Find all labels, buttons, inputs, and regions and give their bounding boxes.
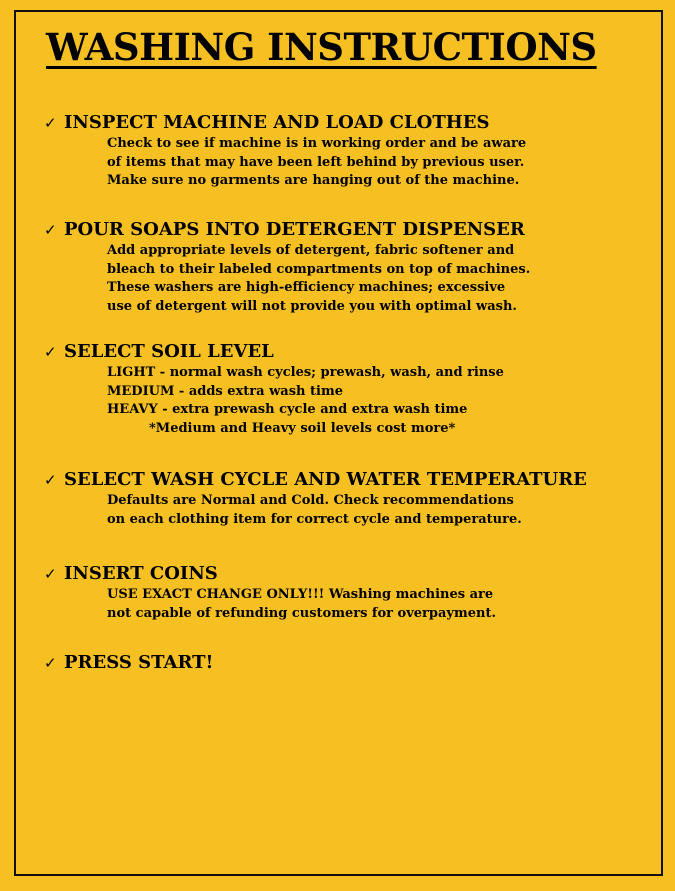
checkmark-icon: ✓ xyxy=(44,654,57,672)
step-heading xyxy=(44,340,644,364)
page-title: WASHING INSTRUCTIONS xyxy=(46,25,597,69)
soil-cost-note: *Medium and Heavy soil levels cost more* xyxy=(149,420,456,436)
checkmark-icon: ✓ xyxy=(44,114,57,132)
step-line: MEDIUM - adds extra wash time xyxy=(107,383,343,399)
step-body xyxy=(107,492,644,529)
step-heading xyxy=(44,218,644,242)
step-body xyxy=(107,242,644,316)
step-line: Check to see if machine is in working order and be aware xyxy=(107,136,527,151)
step-heading-text: PRESS START! xyxy=(64,652,214,673)
checkmark-icon: ✓ xyxy=(44,565,57,583)
step-line: These washers are high-efficiency machines; excessive xyxy=(107,280,506,295)
step-line: use of detergent will not provide you with optimal wash. xyxy=(107,298,517,314)
step-heading xyxy=(44,562,644,586)
step-select-wash-cycle xyxy=(44,468,644,529)
step-line: bleach to their labeled compartments on top of machines. xyxy=(107,261,531,277)
step-heading xyxy=(44,651,644,675)
step-select-soil-level xyxy=(44,340,644,438)
step-heading-text: INSPECT MACHINE AND LOAD CLOTHES xyxy=(64,112,490,133)
step-line: Add appropriate levels of detergent, fabric softener and xyxy=(107,243,515,258)
checkmark-icon: ✓ xyxy=(44,221,57,239)
step-heading-text: POUR SOAPS INTO DETERGENT DISPENSER xyxy=(64,219,525,240)
checkmark-icon: ✓ xyxy=(44,343,57,361)
step-heading-text: SELECT WASH CYCLE AND WATER TEMPERATURE xyxy=(64,469,587,490)
step-pour-soaps xyxy=(44,218,644,316)
step-heading-text: INSERT COINS xyxy=(64,563,218,584)
step-press-start xyxy=(44,651,644,675)
step-line: Defaults are Normal and Cold. Check recommendations xyxy=(107,493,514,508)
step-line: of items that may have been left behind by previous user. xyxy=(107,154,525,170)
step-insert-coins xyxy=(44,562,644,623)
step-line: USE EXACT CHANGE ONLY!!! Washing machines are xyxy=(107,587,494,602)
checkmark-icon: ✓ xyxy=(44,471,57,489)
step-line: on each clothing item for correct cycle and temperature. xyxy=(107,511,522,527)
step-line: Make sure no garments are hanging out of the machine. xyxy=(107,173,520,188)
step-body xyxy=(107,364,644,438)
step-heading xyxy=(44,468,644,492)
step-heading-text: SELECT SOIL LEVEL xyxy=(64,341,274,362)
step-line: HEAVY - extra prewash cycle and extra wash time xyxy=(107,402,468,417)
step-body xyxy=(107,135,644,191)
step-line: not capable of refunding customers for overpayment. xyxy=(107,605,496,621)
step-body xyxy=(107,586,644,623)
step-heading xyxy=(44,111,644,135)
step-inspect-machine xyxy=(44,111,644,191)
step-line: LIGHT - normal wash cycles; prewash, wash, and rinse xyxy=(107,365,504,380)
